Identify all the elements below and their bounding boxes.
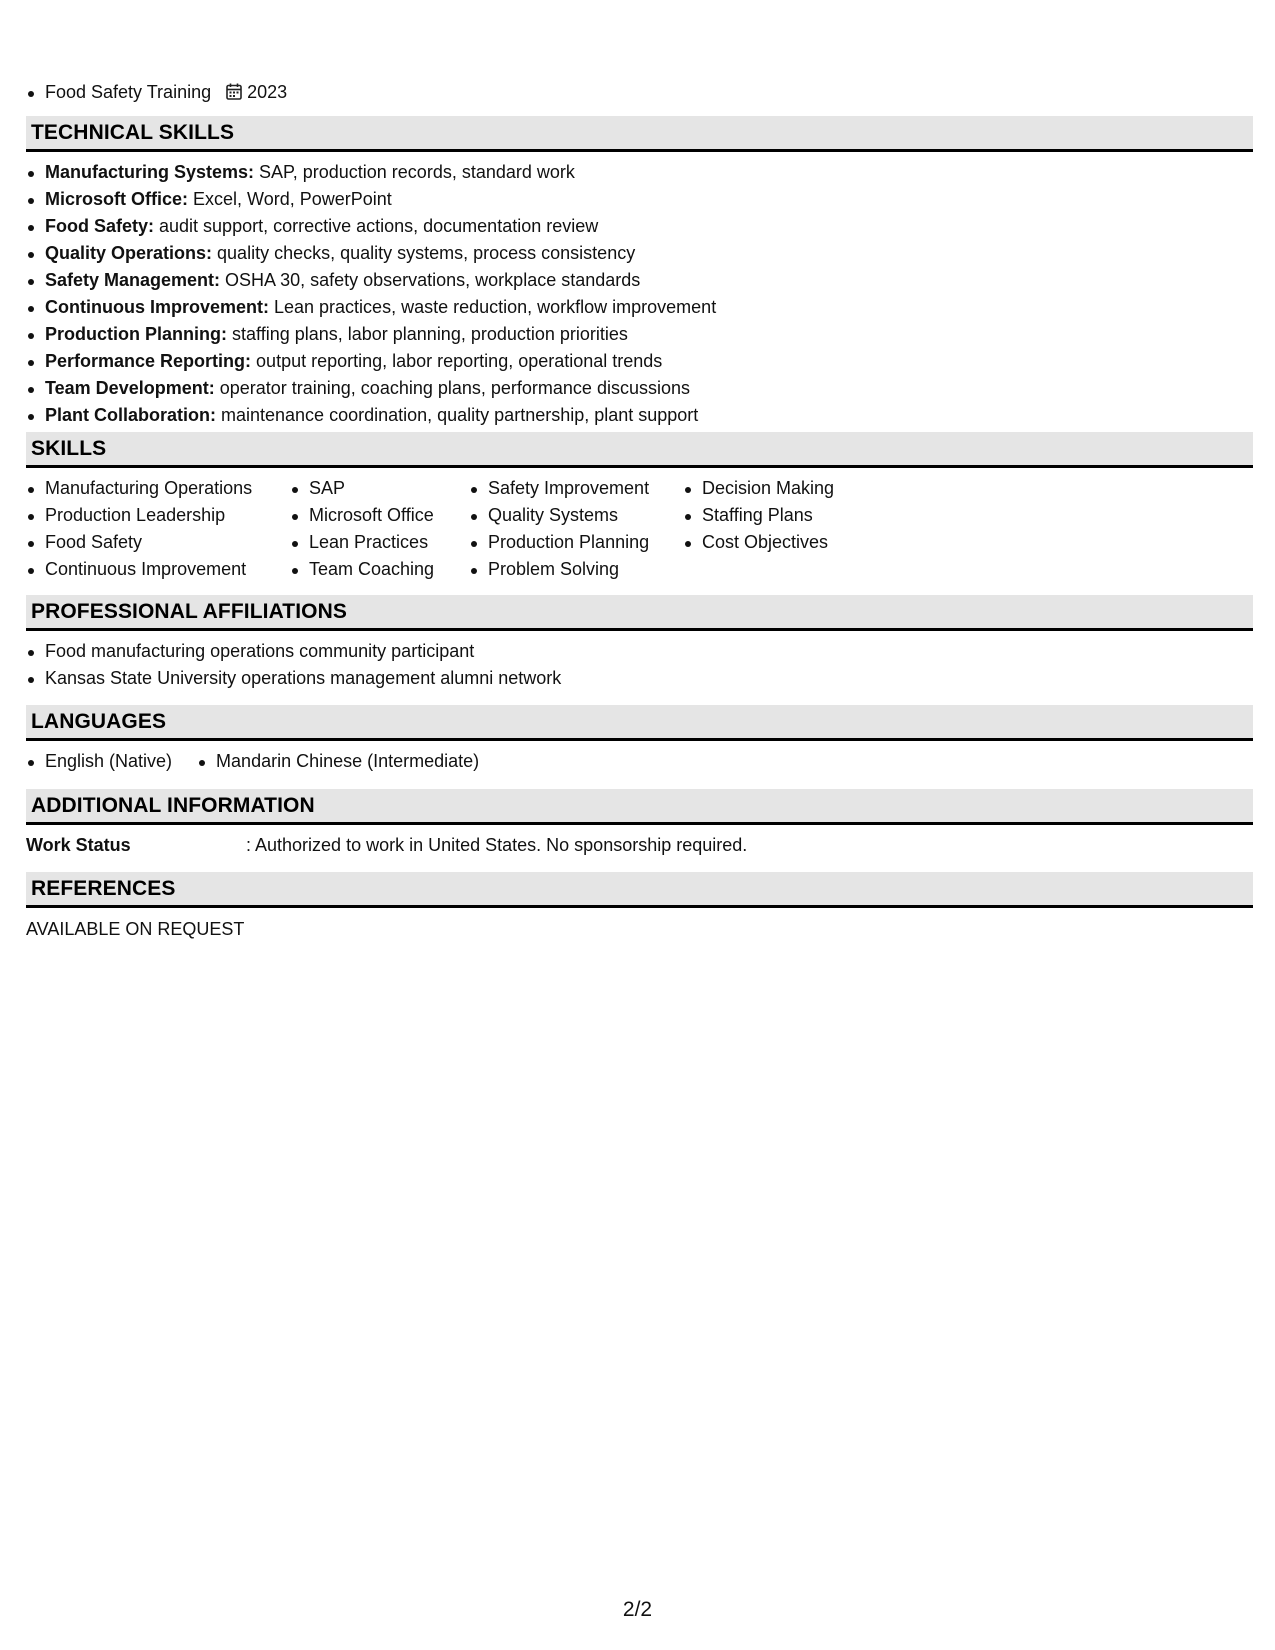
- calendar-icon: [226, 81, 242, 108]
- list-item: Kansas State University operations management alumni network: [26, 665, 1253, 692]
- skills-column: [290, 475, 469, 583]
- list-item: Microsoft Office: [290, 502, 469, 529]
- skills-column: [469, 475, 683, 583]
- skill-category: Food Safety:: [45, 216, 155, 236]
- skill-details: audit support, corrective actions, documentation review: [154, 216, 599, 236]
- page-number: 2/2: [622, 1598, 653, 1621]
- info-value: : Authorized to work in United States. No sponsorship required.: [246, 835, 748, 855]
- list-item: [26, 375, 1253, 402]
- skills-column: [683, 475, 883, 583]
- list-item: English (Native): [26, 748, 172, 775]
- skill-category: Continuous Improvement:: [45, 297, 269, 317]
- list-item: Continuous Improvement: [26, 556, 290, 583]
- list-item: [26, 79, 287, 108]
- references-text: AVAILABLE ON REQUEST: [26, 919, 245, 939]
- skill-category: Team Development:: [45, 378, 215, 398]
- section-title: ADDITIONAL INFORMATION: [31, 794, 315, 817]
- list-item: [26, 186, 1253, 213]
- skill-details: OSHA 30, safety observations, workplace standards: [220, 270, 641, 290]
- skill-details: operator training, coaching plans, performance discussions: [214, 378, 690, 398]
- affiliations-list: [26, 638, 1253, 692]
- list-item: [26, 321, 1253, 348]
- languages-header: [26, 705, 1253, 741]
- technical-skills-header: [26, 116, 1253, 152]
- list-item: [26, 348, 1253, 375]
- list-item: [26, 402, 1253, 429]
- languages-list: [26, 748, 1253, 775]
- list-item: Food manufacturing operations community participant: [26, 638, 1253, 665]
- list-item: SAP: [290, 475, 469, 502]
- list-item: [26, 294, 1253, 321]
- section-title: LANGUAGES: [31, 710, 167, 733]
- list-item: Quality Systems: [469, 502, 683, 529]
- certification-name: Food Safety Training: [45, 82, 212, 102]
- skill-details: maintenance coordination, quality partnership, plant support: [216, 405, 699, 425]
- skill-details: quality checks, quality systems, process consistency: [212, 243, 636, 263]
- certifications-list: [26, 79, 287, 108]
- section-title: PROFESSIONAL AFFILIATIONS: [31, 600, 347, 623]
- list-item: [26, 213, 1253, 240]
- skills-header: [26, 432, 1253, 468]
- references-header: [26, 872, 1253, 908]
- skill-category: Manufacturing Systems:: [45, 162, 255, 182]
- list-item: Decision Making: [683, 475, 883, 502]
- skill-category: Microsoft Office:: [45, 189, 189, 209]
- list-item: Mandarin Chinese (Intermediate): [197, 748, 479, 775]
- skill-details: SAP, production records, standard work: [254, 162, 575, 182]
- skill-details: staffing plans, labor planning, production priorities: [227, 324, 628, 344]
- skill-category: Plant Collaboration:: [45, 405, 216, 425]
- skill-category: Quality Operations:: [45, 243, 213, 263]
- list-item: Safety Improvement: [469, 475, 683, 502]
- info-label: Work Status: [26, 835, 131, 855]
- skill-details: Lean practices, waste reduction, workflow improvement: [269, 297, 717, 317]
- additional-info-body: [26, 832, 1253, 859]
- skill-details: Excel, Word, PowerPoint: [188, 189, 392, 209]
- skill-category: Performance Reporting:: [45, 351, 252, 371]
- info-row: [26, 832, 1253, 859]
- list-item: Staffing Plans: [683, 502, 883, 529]
- list-item: Production Leadership: [26, 502, 290, 529]
- certification-year: 2023: [247, 82, 288, 102]
- list-item: [26, 240, 1253, 267]
- list-item: Cost Objectives: [683, 529, 883, 556]
- list-item: Production Planning: [469, 529, 683, 556]
- list-item: Problem Solving: [469, 556, 683, 583]
- list-item: [26, 267, 1253, 294]
- affiliations-header: [26, 595, 1253, 631]
- list-item: Manufacturing Operations: [26, 475, 290, 502]
- skill-category: Safety Management:: [45, 270, 221, 290]
- additional-info-header: [26, 789, 1253, 825]
- section-title: REFERENCES: [31, 877, 176, 900]
- technical-skills-list: [26, 159, 1253, 429]
- section-title: TECHNICAL SKILLS: [31, 121, 235, 144]
- skill-category: Production Planning:: [45, 324, 227, 344]
- list-item: Food Safety: [26, 529, 290, 556]
- skills-column: [26, 475, 290, 583]
- list-item: Lean Practices: [290, 529, 469, 556]
- list-item: Team Coaching: [290, 556, 469, 583]
- list-item: [26, 159, 1253, 186]
- skills-grid: [26, 475, 1253, 583]
- skill-details: output reporting, labor reporting, operational trends: [251, 351, 663, 371]
- section-title: SKILLS: [31, 437, 107, 460]
